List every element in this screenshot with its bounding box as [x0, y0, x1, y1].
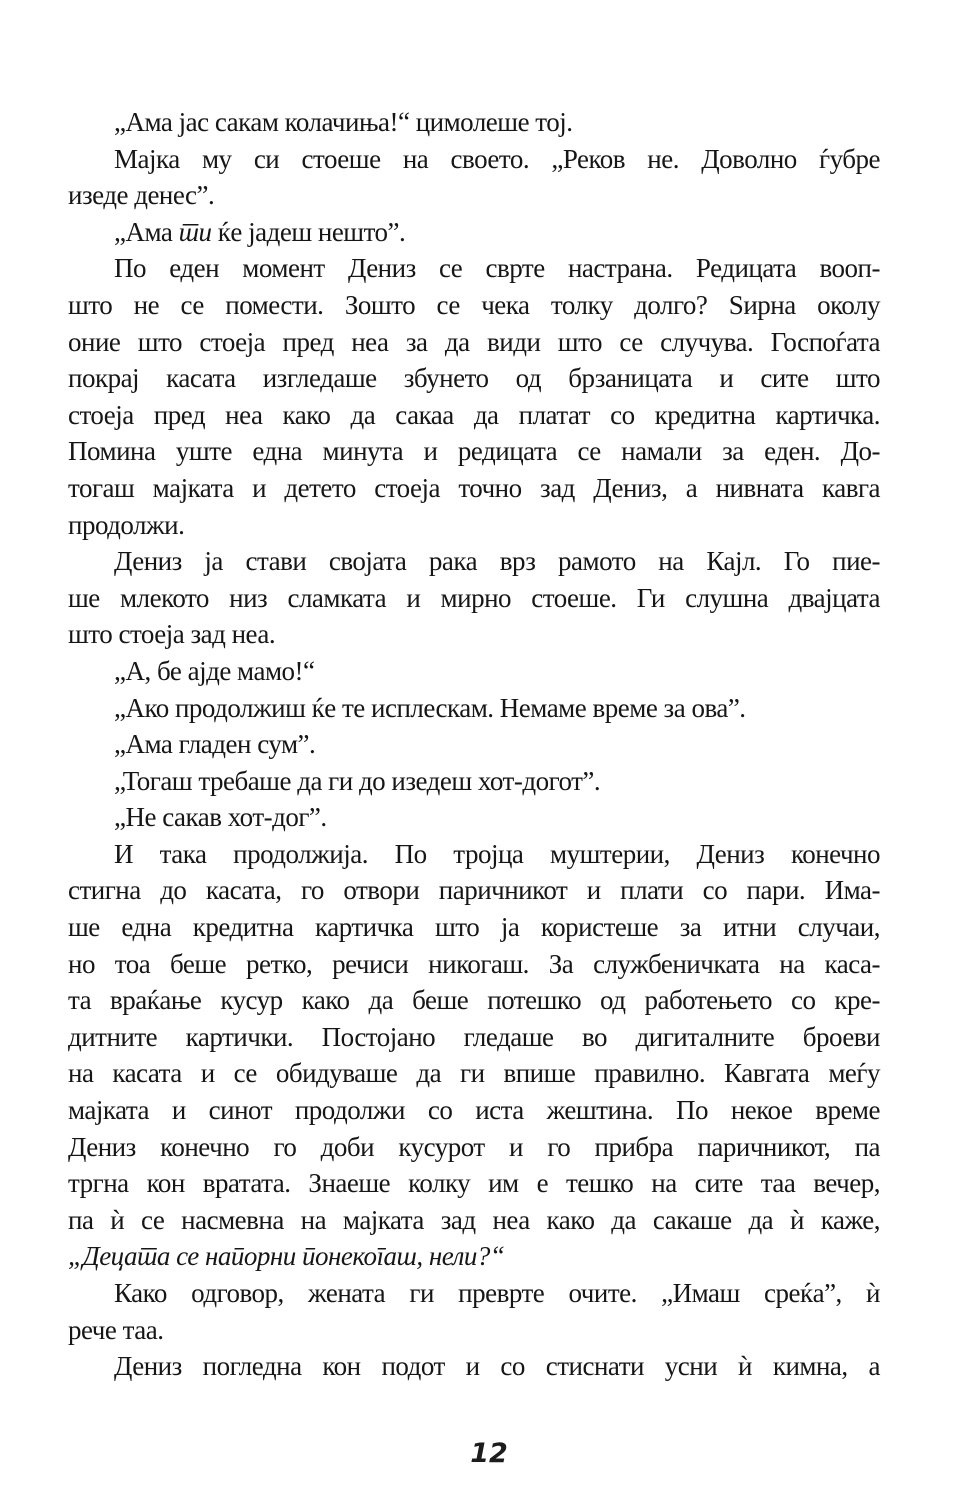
text-line: „Ама јас сакам колачиња!“ цимолеше тој.: [114, 107, 573, 137]
text-line: што стоеја зад неа.: [68, 619, 276, 650]
dialogue-line: „А, бе ајде мамо!“: [114, 655, 315, 686]
text-line: рече таа.: [68, 1314, 164, 1345]
body-text: [68, 104, 880, 1385]
text-line: та враќање кусур како да беше потешко од работењето со кре-: [68, 985, 880, 1016]
text-line: продолжи.: [68, 509, 185, 540]
text-line: ше една кредитна картичка што ја користеше за итни случаи,: [68, 912, 880, 943]
text-line: Дениз погледна кон подот и со стиснати усни ѝ кимна, а: [114, 1351, 880, 1382]
text-line: [68, 214, 880, 251]
text-line: Помина уште една минута и редицата се намали за еден. До-: [68, 436, 880, 467]
text-line: И така продолжија. По тројца муштерии, Дениз конечно: [114, 838, 880, 869]
text-line: оние што стоеја пред неа за да види што се случува. Госпоѓата: [68, 326, 880, 357]
text-line: По еден момент Дениз се сврте настрана. Редицата вооп-: [114, 253, 880, 284]
quote-text: ќе јадеш нешто”.: [211, 216, 406, 247]
text-line: тогаш мајката и детето стоеја точно зад Дениз, а нивната кавга: [68, 472, 880, 503]
text-line: ше млекото низ сламката и мирно стоеше. Ги слушна двајцата: [68, 582, 880, 613]
text-line: Мајка му си стоеше на своето. „Реков не. Доволно ѓубре: [114, 143, 880, 174]
text-line: на касата и се обидуваше да ги впише правилно. Кавгата меѓу: [68, 1058, 880, 1089]
text-line: што не се помести. Зошто се чека толку долго? Ѕирна околу: [68, 289, 880, 320]
page-number: 12: [470, 1438, 508, 1469]
text-line: па ѝ се насмевна на мајката зад неа како да сакаше да ѝ каже,: [68, 1204, 880, 1235]
text-line: Како одговор, жената ги преврте очите. „Имаш среќа”, ѝ: [114, 1278, 880, 1308]
text-line: Дениз ја стави својата рака врз рамото на Кајл. Го пие-: [114, 546, 880, 577]
dialogue-line: „Тогаш требаше да ги до изедеш хот-догот”.: [114, 765, 601, 796]
italic-dialogue-line: „Децата се напорни понекогаш, нели?“: [68, 1241, 505, 1272]
text-line: стигна до касата, го отвори паричникот и плати со пари. Има-: [68, 875, 880, 906]
text-line: дитните картички. Постојано гледаше во дигиталните броеви: [68, 1021, 880, 1052]
quote-text: „Ама: [114, 216, 179, 247]
text-line: изеде денес”.: [68, 180, 215, 211]
text-line: покрај касата изгледаше збунето од брзаницата и сите што: [68, 363, 880, 394]
text-line: Дениз конечно го доби кусурот и го прибра паричникот, па: [68, 1131, 880, 1162]
text-line: но тоа беше ретко, речиси никогаш. За службеничката на каса-: [68, 948, 880, 979]
text-line: мајката и синот продолжи со иста жештина. По некое време: [68, 1095, 880, 1126]
dialogue-line: „Ама гладен сум”.: [114, 729, 316, 760]
dialogue-line: „Ако продолжиш ќе те исплескам. Немаме време за ова”.: [114, 692, 746, 723]
text-line: стоеја пред неа како да сакаа да платат со кредитна картичка.: [68, 399, 880, 430]
text-line: тргна кон вратата. Знаеше колку им е тешко на сите таа вечер,: [68, 1168, 880, 1199]
dialogue-line: „Не сакав хот-дог”.: [114, 802, 327, 833]
emphasized-word: ти: [178, 216, 212, 247]
